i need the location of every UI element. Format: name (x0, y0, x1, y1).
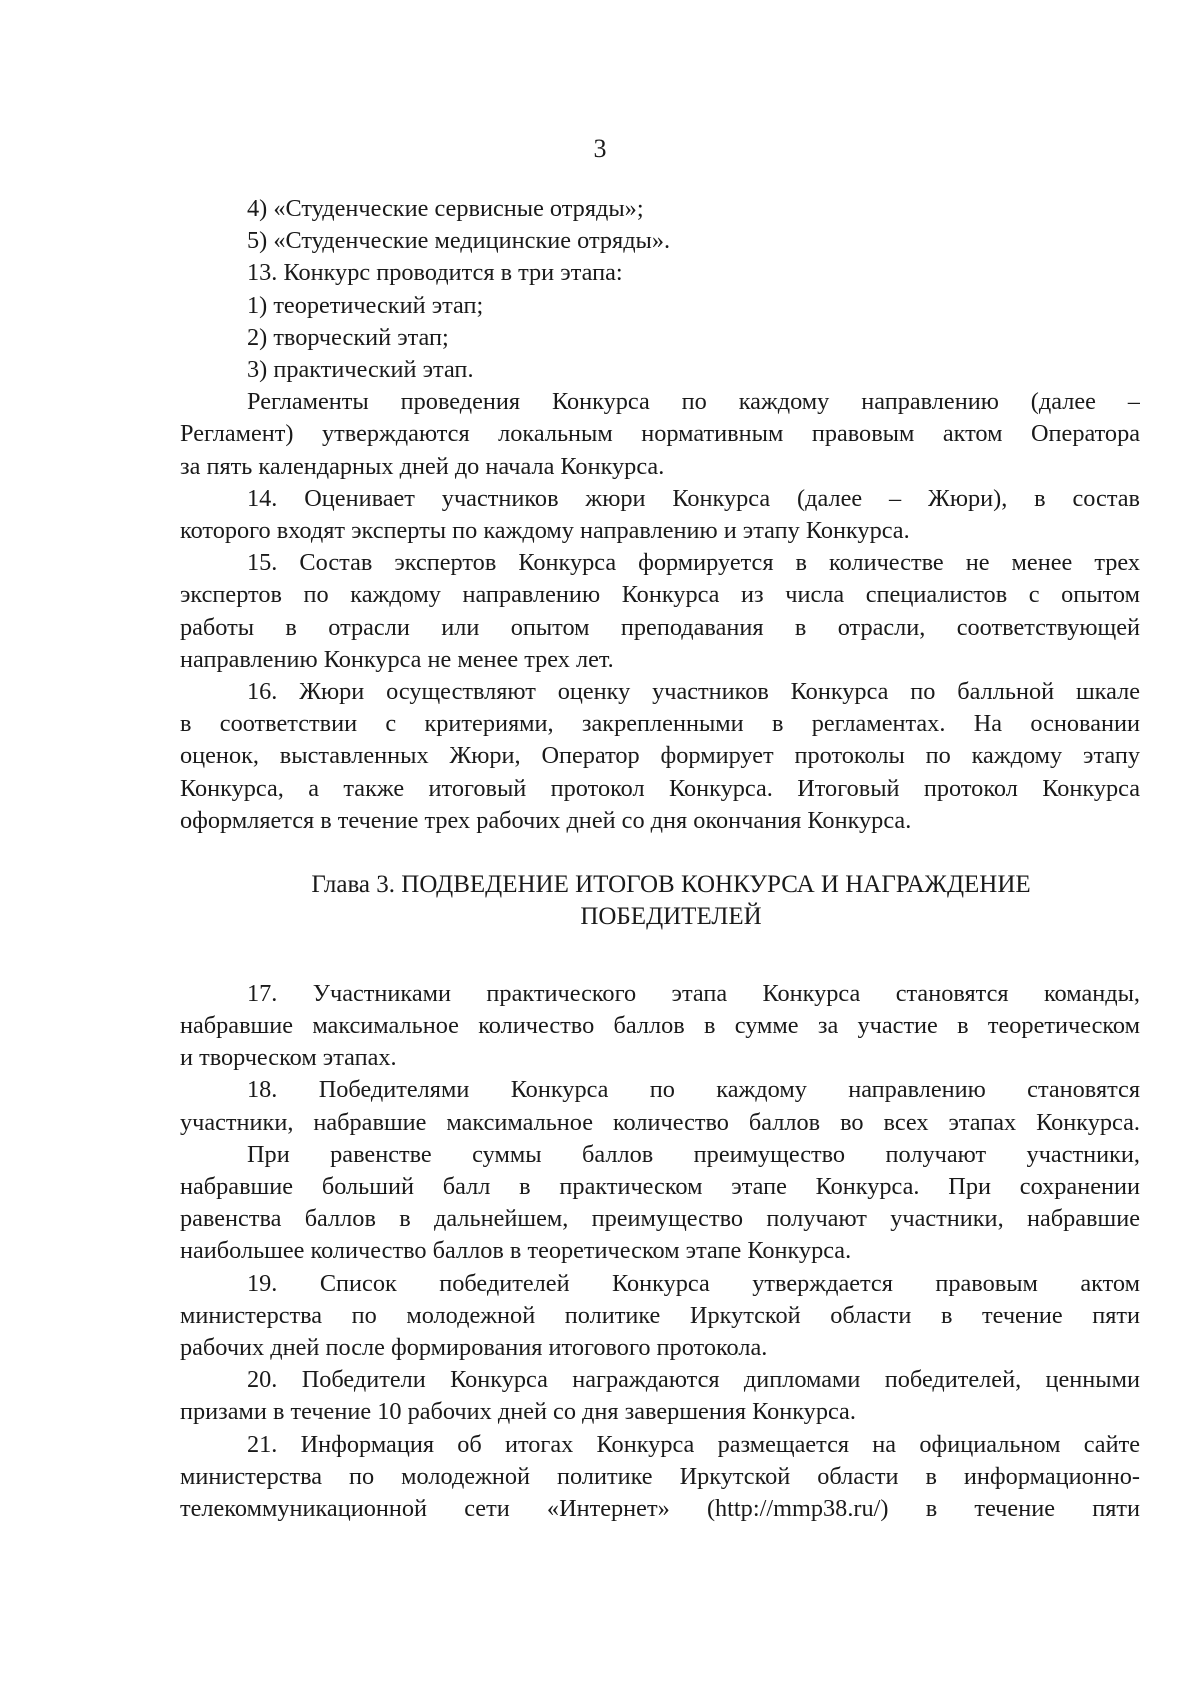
paragraph-tie-line: равенства баллов в дальнейшем, преимущество получают участники, набравшие (180, 1205, 1140, 1233)
paragraph-18-line: 18. Победителями Конкурса по каждому направлению становятся (247, 1076, 1140, 1104)
stage-item-2: 2) творческий этап; (247, 323, 449, 351)
paragraph-15-line: направлению Конкурса не менее трех лет. (180, 645, 614, 673)
paragraph-regulations-line: Регламент) утверждаются локальным нормативным правовым актом Оператора (180, 420, 1140, 448)
paragraph-regulations-line: за пять календарных дней до начала Конкурса. (180, 452, 665, 480)
paragraph-15-line: 15. Состав экспертов Конкурса формируется в количестве не менее трех (247, 549, 1140, 577)
stage-item-3: 3) практический этап. (247, 356, 474, 384)
paragraph-17-line: 17. Участниками практического этапа Конкурса становятся команды, (247, 979, 1140, 1007)
page-number: 3 (593, 134, 607, 163)
paragraph-21-line: министерства по молодежной политике Иркутской области в информационно- (180, 1462, 1140, 1490)
chapter-heading-line-1: Глава 3. ПОДВЕДЕНИЕ ИТОГОВ КОНКУРСА И НАГРАЖДЕНИЕ (311, 870, 1031, 898)
paragraph-20-line: 20. Победители Конкурса награждаются дипломами победителей, ценными (247, 1366, 1140, 1394)
paragraph-19-line: министерства по молодежной политике Иркутской области в течение пяти (180, 1301, 1140, 1329)
paragraph-19-line: рабочих дней после формирования итогового протокола. (180, 1334, 768, 1361)
paragraph-21-line: телекоммуникационной сети «Интернет» (http://mmp38.ru/) в течение пяти (180, 1494, 1140, 1522)
paragraph-16-line: Конкурса, а также итоговый протокол Конкурса. Итоговый протокол Конкурса (180, 774, 1140, 802)
paragraph-15-line: экспертов по каждому направлению Конкурса из числа специалистов с опытом (180, 581, 1140, 609)
chapter-heading-line-2: ПОБЕДИТЕЛЕЙ (580, 903, 762, 931)
paragraph-18-line: участники, набравшие максимальное количество баллов во всех этапах Конкурса. (180, 1108, 1140, 1136)
paragraph-14-line: которого входят эксперты по каждому направлению и этапу Конкурса. (180, 516, 910, 544)
paragraph-17-line: набравшие максимальное количество баллов в сумме за участие в теоретическом (180, 1012, 1140, 1040)
list-item-4: 4) «Студенческие сервисные отряды»; (247, 195, 644, 222)
paragraph-15-line: работы в отрасли или опытом преподавания в отрасли, соответствующей (180, 613, 1140, 641)
paragraph-21-line: 21. Информация об итогах Конкурса размещается на официальном сайте (247, 1430, 1140, 1458)
list-item-5: 5) «Студенческие медицинские отряды». (247, 227, 671, 255)
stage-item-1: 1) теоретический этап; (247, 291, 484, 319)
paragraph-regulations-line: Регламенты проведения Конкурса по каждому направлению (далее – (247, 388, 1140, 416)
paragraph-16-line: в соответствии с критериями, закрепленными в регламентах. На основании (180, 710, 1140, 738)
document-body (180, 193, 1140, 1525)
paragraph-16-line: оформляется в течение трех рабочих дней со дня окончания Конкурса. (180, 806, 912, 834)
paragraph-17-line: и творческом этапах. (180, 1044, 397, 1072)
paragraph-19-line: 19. Список победителей Конкурса утверждается правовым актом (247, 1269, 1140, 1297)
paragraph-tie-line: набравшие больший балл в практическом этапе Конкурса. При сохранении (180, 1173, 1140, 1201)
paragraph-13: 13. Конкурс проводится в три этапа: (247, 259, 623, 287)
paragraph-16-line: 16. Жюри осуществляют оценку участников Конкурса по балльной шкале (247, 677, 1140, 705)
chapter-heading (180, 869, 1140, 934)
paragraph-tie-line: При равенстве суммы баллов преимущество получают участники, (247, 1140, 1140, 1168)
paragraph-20-line: призами в течение 10 рабочих дней со дня завершения Конкурса. (180, 1398, 856, 1426)
paragraph-16-line: оценок, выставленных Жюри, Оператор формирует протоколы по каждому этапу (180, 742, 1140, 770)
paragraph-14-line: 14. Оценивает участников жюри Конкурса (далее – Жюри), в состав (247, 484, 1140, 512)
paragraph-tie-line: наибольшее количество баллов в теоретическом этапе Конкурса. (180, 1237, 852, 1265)
